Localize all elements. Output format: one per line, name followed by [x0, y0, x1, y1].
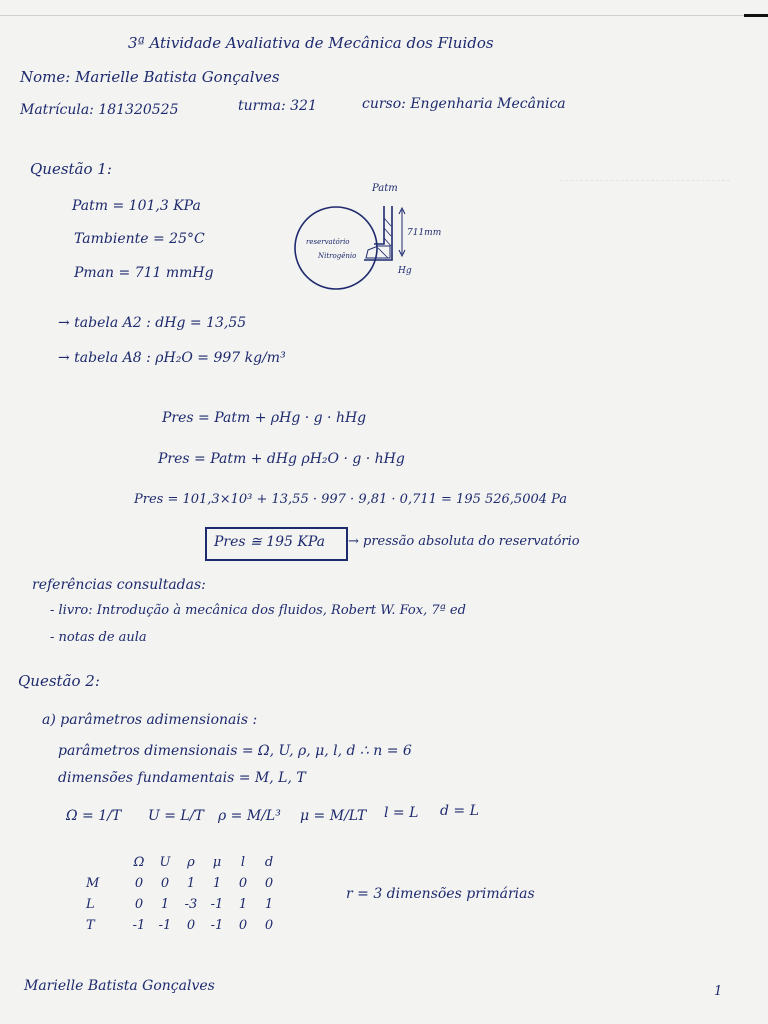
reference-book: - livro: Introdução à mecânica dos fluidos, Robert W. Fox, 7ª ed: [50, 603, 466, 618]
matrix-row-label: L: [86, 897, 95, 912]
matrix-cell: 1: [212, 876, 222, 891]
def-velocity: U = L/T: [148, 808, 204, 824]
page-number: 1: [714, 984, 723, 999]
scan-edge-mark: [744, 14, 768, 17]
matrix-header-row: [82, 852, 282, 873]
matrix-row: [82, 915, 282, 936]
pressure-calculation: Pres = 101,3×10³ + 13,55 · 997 · 9,81 · 0,711 = 195 526,5004 Pa: [134, 492, 568, 507]
def-diameter: d = L: [440, 803, 479, 819]
dimensional-params-line: parâmetros dimensionais = Ω, U, ρ, μ, l, d ∴ n = 6: [58, 743, 412, 759]
pressure-equation-1: Pres = Patm + ρHg · g · hHg: [162, 410, 367, 426]
pressure-equation-2: Pres = Patm + dHg ρH₂O · g · hHg: [158, 451, 405, 467]
question-2-heading: Questão 2:: [18, 672, 100, 690]
matrix-cell: 0: [238, 876, 248, 891]
result-value: Pres ≅ 195 KPa: [214, 534, 325, 550]
rank-note: r = 3 dimensões primárias: [346, 886, 535, 902]
matrix-corner: [82, 852, 126, 873]
reference-notes: - notas de aula: [50, 630, 147, 645]
matrix-cell: 0: [160, 876, 170, 891]
result-note: → pressão absoluta do reservatório: [348, 534, 580, 549]
matrix-cell: 1: [264, 897, 274, 912]
given-atm-pressure: Patm = 101,3 KPa: [72, 198, 201, 214]
matrix-row-label: T: [86, 918, 95, 933]
signature: Marielle Batista Gonçalves: [24, 978, 215, 994]
diagram-label-patm: Patm: [372, 183, 398, 194]
tank-shape: [295, 207, 377, 289]
matrix-cell: 0: [264, 876, 274, 891]
def-omega: Ω = 1/T: [66, 808, 122, 824]
scan-edge: [0, 15, 768, 16]
matrix-cell: 0: [186, 918, 196, 933]
matrix-cell: 0: [238, 918, 248, 933]
diagram-label-nitrogen: Nitrogênio: [318, 252, 357, 260]
matrix-cell: 1: [186, 876, 196, 891]
course-name: curso: Engenharia Mecânica: [362, 96, 566, 112]
matrix-cell: 1: [238, 897, 248, 912]
matrix-header: Ω: [133, 855, 145, 870]
matrix-cell: 0: [264, 918, 274, 933]
def-length: l = L: [384, 805, 419, 821]
given-ambient-temp: Tambiente = 25°C: [74, 231, 205, 247]
page-title: 3ª Atividade Avaliativa de Mecânica dos Fluidos: [128, 34, 494, 52]
matrix-cell: -1: [210, 918, 224, 933]
matrix-cell: 0: [134, 876, 144, 891]
table-a8-line: → tabela A8 : ρH₂O = 997 kg/m³: [58, 350, 286, 366]
diagram-label-tank: reservatório: [306, 238, 350, 246]
matrix-cell: -1: [210, 897, 224, 912]
matrix-cell: 0: [134, 897, 144, 912]
tank-manometer-diagram: [292, 178, 462, 308]
matrix-header: U: [159, 855, 171, 870]
matrix-header: ρ: [187, 855, 195, 870]
question-1-heading: Questão 1:: [30, 160, 112, 178]
matrix-row: [82, 873, 282, 894]
manometer-tube: [364, 206, 392, 260]
fundamental-dims-line: dimensões fundamentais = M, L, T: [58, 770, 306, 786]
matrix-cell: -3: [184, 897, 198, 912]
matrix-cell: -1: [158, 918, 172, 933]
def-density: ρ = M/L³: [218, 808, 281, 824]
matrix-cell: 1: [160, 897, 170, 912]
student-name: Nome: Marielle Batista Gonçalves: [20, 68, 280, 86]
def-viscosity: μ = M/LT: [300, 808, 367, 824]
matrix-header: l: [240, 855, 246, 870]
diagram-label-height: 711mm: [407, 228, 442, 238]
diagram-label-hg: Hg: [398, 266, 412, 276]
part-a-heading: a) parâmetros adimensionais :: [42, 712, 258, 728]
matrix-cell: -1: [132, 918, 146, 933]
bleed-through-mark: [560, 180, 730, 271]
matrix-row: [82, 894, 282, 915]
matrix-header: μ: [212, 855, 222, 870]
given-gauge-pressure: Pman = 711 mmHg: [74, 265, 214, 281]
matrix-header: d: [264, 855, 274, 870]
references-title: referências consultadas:: [32, 577, 206, 593]
table-a2-line: → tabela A2 : dHg = 13,55: [58, 315, 247, 331]
dimensional-matrix: [82, 852, 282, 936]
class-number: turma: 321: [238, 98, 317, 114]
student-id: Matrícula: 181320525: [20, 102, 179, 118]
matrix-row-label: M: [86, 876, 100, 891]
